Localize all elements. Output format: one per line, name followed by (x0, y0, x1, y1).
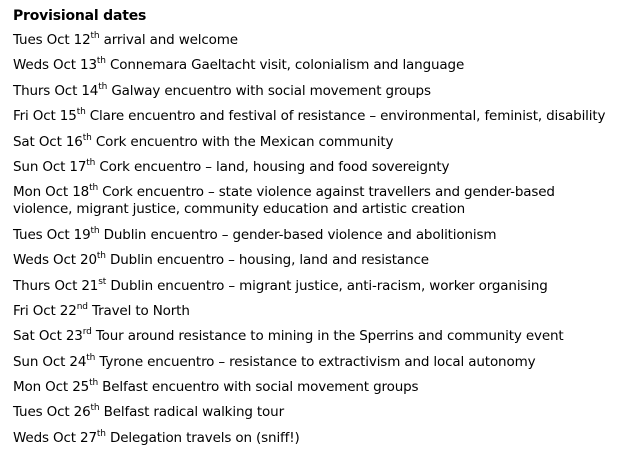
date-item (13, 32, 613, 49)
item-ordinal: th (89, 378, 99, 389)
item-ordinal: st (98, 276, 107, 287)
item-description: arrival and welcome (99, 32, 238, 48)
item-day: Tues Oct 19 (13, 226, 91, 243)
item-ordinal: th (96, 251, 106, 262)
item-day: Fri Oct 15 (13, 108, 77, 125)
item-ordinal: th (76, 107, 86, 118)
item-description: Belfast radical walking tour (99, 404, 284, 421)
item-description: Belfast encuentro with social movement groups (98, 379, 419, 396)
document (13, 6, 613, 455)
item-day: Fri Oct 22 (13, 302, 77, 319)
item-day: Weds Oct 20 (13, 252, 97, 269)
item-day: Tues Oct 12 (13, 32, 91, 48)
date-item (13, 134, 613, 151)
date-item (13, 379, 613, 396)
item-description: Cork encuentro – state violence against travellers and gender-based violence, migrant justice, community education and artistic creation (13, 184, 555, 218)
item-description: Tour around resistance to mining in the Sperrins and community event (91, 328, 564, 345)
item-day: Mon Oct 18 (13, 184, 90, 201)
item-description: Connemara Gaeltacht visit, colonialism and language (105, 57, 465, 74)
item-day: Thurs Oct 14 (13, 82, 99, 99)
date-item (13, 303, 613, 320)
item-day: Sat Oct 16 (13, 133, 83, 150)
item-day: Mon Oct 25 (13, 379, 90, 396)
item-day: Weds Oct 27 (13, 429, 97, 446)
item-day: Sun Oct 24 (13, 353, 87, 370)
item-description: Dublin encuentro – gender-based violence and abolitionism (99, 226, 497, 243)
date-item (13, 83, 613, 100)
item-description: Cork encuentro with the Mexican community (91, 133, 394, 150)
date-item (13, 184, 613, 218)
item-ordinal: th (82, 132, 92, 143)
item-ordinal: th (96, 56, 106, 67)
item-description: Tyrone encuentro – resistance to extractivism and local autonomy (95, 353, 536, 370)
item-ordinal: th (96, 428, 106, 439)
item-description: Travel to North (87, 302, 190, 319)
item-ordinal: th (90, 31, 100, 41)
date-item (13, 252, 613, 269)
date-item (13, 354, 613, 371)
date-item (13, 108, 613, 125)
date-item (13, 328, 613, 345)
item-ordinal: th (90, 225, 100, 236)
date-item (13, 227, 613, 244)
item-description: Clare encuentro and festival of resistance – environmental, feminist, disability (85, 108, 606, 125)
date-item (13, 159, 613, 176)
item-description: Cork encuentro – land, housing and food sovereignty (95, 158, 450, 175)
item-description: Dublin encuentro – housing, land and resistance (105, 252, 429, 269)
item-day: Sat Oct 23 (13, 328, 83, 345)
item-ordinal: nd (76, 301, 88, 312)
date-item (13, 404, 613, 421)
item-ordinal: th (86, 157, 96, 168)
date-item (13, 278, 613, 295)
document-title: Provisional dates (13, 8, 147, 24)
item-description: Galway encuentro with social movement groups (107, 82, 431, 99)
date-item (13, 430, 613, 447)
item-ordinal: rd (82, 327, 92, 338)
item-day: Weds Oct 13 (13, 57, 97, 74)
item-ordinal: th (86, 352, 96, 363)
date-item (13, 57, 613, 74)
item-description: Delegation travels on (sniff!) (105, 429, 300, 446)
item-description: Dublin encuentro – migrant justice, anti-racism, worker organising (106, 277, 548, 294)
item-day: Sun Oct 17 (13, 158, 87, 175)
item-day: Thurs Oct 21 (13, 277, 99, 294)
item-ordinal: th (89, 183, 99, 194)
item-ordinal: th (90, 403, 100, 414)
item-day: Tues Oct 26 (13, 404, 91, 421)
item-ordinal: th (98, 81, 108, 92)
